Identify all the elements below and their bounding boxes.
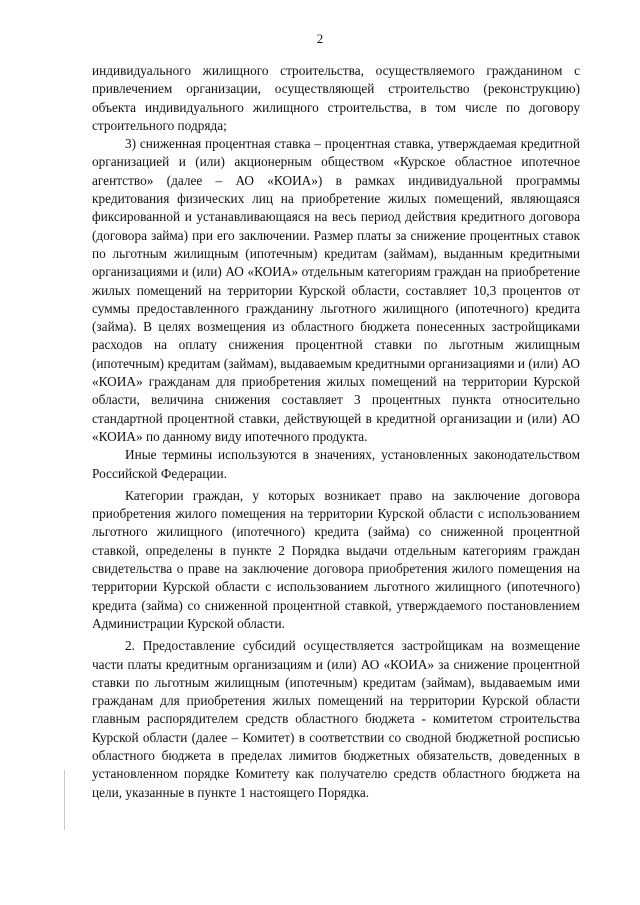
paragraph-definition-3: 3) сниженная процентная ставка – процентная ставка, утверждаемая кредитной организацией и (или) акционерным обществом «Курское областное ипотечное агентство» (далее – АО «КОИА») в рамках индивидуальной программы кредитования физических лиц на приобретение жилых помещений, являющаяся фиксированной и устанавливающаяся на весь период действия кредитного договора (договора займа) при его заключении. Размер платы за снижение процентных ставок по льготным жилищным (ипотечным) кредитам (займам), выданным кредитными организациями и (или) АО «КОИА» отдельным категориям граждан на приобретение жилых помещений на территории Курской области, составляет 10,3 процентов от суммы предоставленного гражданину льготного жилищного (ипотечного) кредита (займа). В целях возмещения из областного бюджета понесенных застройщиками расходов на оплату снижения процентной ставки по льготным жилищным (ипотечным) кредитам (займам), выдаваемым кредитными организациями и (или) АО «КОИА» гражданам для приобретения жилых помещений на территории Курской области, величина снижения составляет 3 процентных пункта относительно стандартной процентной ставки, действующей в кредитной организации и (или) АО «КОИА» по данному виду ипотечного продукта.	[92, 136, 580, 444]
paragraph-continuation: индивидуального жилищного строительства, осуществляемого гражданином с привлечением организации, осуществляющей строительство (реконструкцию) объекта индивидуального жилищного строительства, в том числе по договору строительного подряда;	[92, 63, 580, 133]
paragraph-citizen-categories: Категории граждан, у которых возникает право на заключение договора приобретения жилого помещения на территории Курской области с использованием льготного жилищного (ипотечного) кредита (займа) со сниженной процентной ставкой, определены в пункте 2 Порядка выдачи отдельным категориям граждан свидетельства о праве на заключение договора приобретения жилого помещения на территории Курской области с использованием льготного жилищного (ипотечного) кредита (займа) со сниженной процентной ставкой, утверждаемого постановлением Администрации Курской области.	[92, 487, 580, 631]
scan-margin-mark	[64, 770, 65, 830]
document-body	[92, 62, 580, 802]
page-number: 2	[316, 31, 324, 46]
paragraph-item-2: 2. Предоставление субсидий осуществляется застройщикам на возмещение части платы кредитным организациям и (или) АО «КОИА» за снижение процентной ставки по льготным жилищным (ипотечным) кредитам (займам), выдаваемым ими гражданам для приобретения жилых помещений на территории Курской области главным распорядителем средств областного бюджета - комитетом строительства Курской области (далее – Комитет) в соответствии со сводной бюджетной росписью областного бюджета в пределах лимитов бюджетных обязательств, доведенных в установленном порядке Комитету как получателю средств областного бюджета на цели, указанные в пункте 1 настоящего Порядка.	[92, 638, 580, 800]
paragraph-other-terms: Иные термины используются в значениях, установленных законодательством Российской Федерации.	[92, 447, 580, 481]
